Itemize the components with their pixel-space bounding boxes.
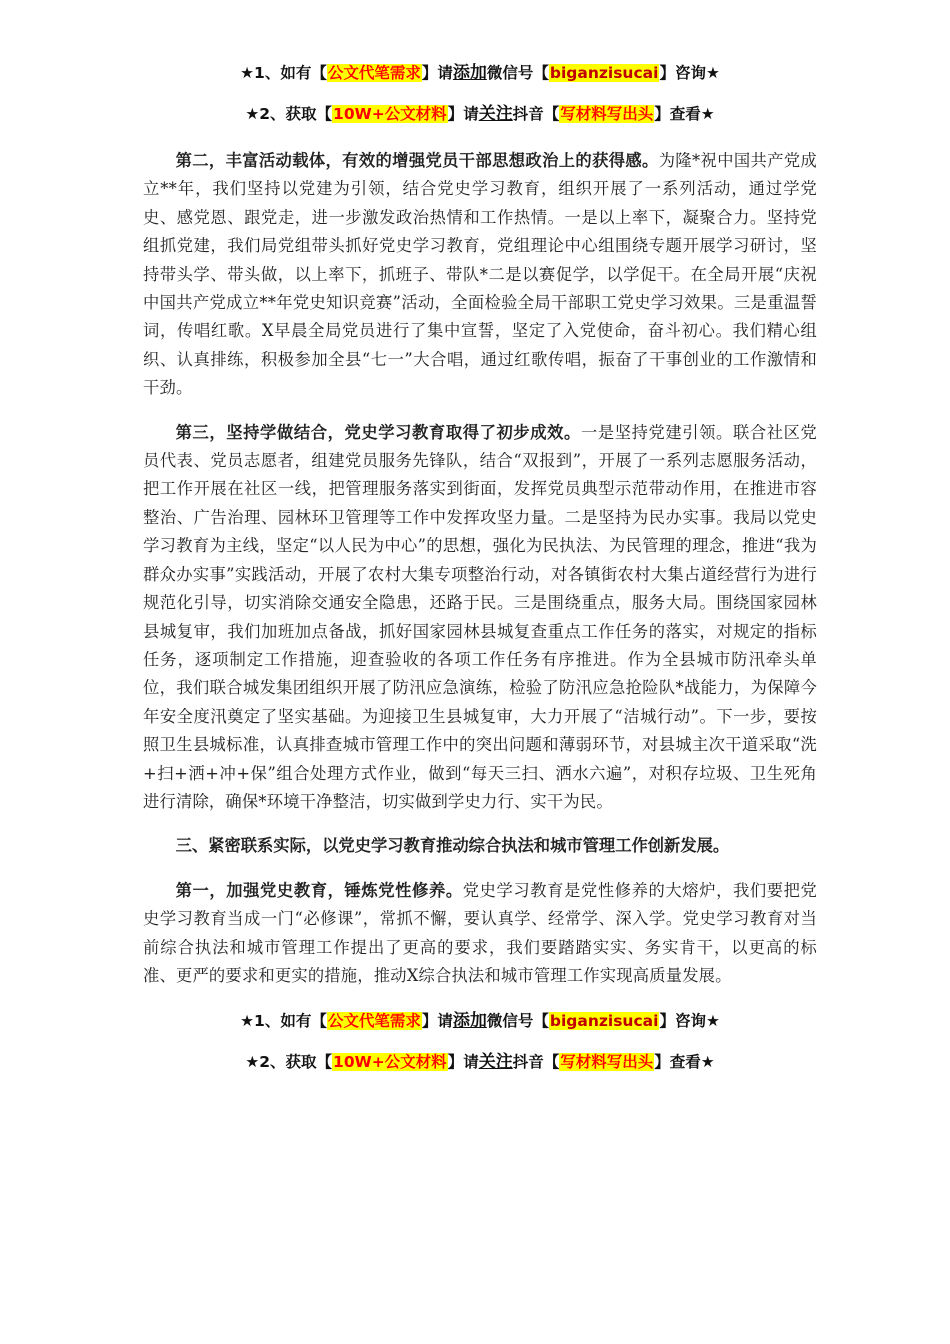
- promo-banner-top: [143, 62, 817, 125]
- promo-emphasis: 关注: [478, 1052, 513, 1073]
- promo-douyin-id: 写材料写出头: [560, 1053, 654, 1072]
- promo-suffix: 】查看★: [654, 1053, 715, 1072]
- document-page: [143, 62, 817, 1073]
- section-heading: 三、紧密联系实际，以党史学习教育推动综合执法和城市管理工作创新发展。: [175, 836, 730, 856]
- promo-text: 】请: [447, 105, 479, 123]
- promo-text: 抖音【: [512, 105, 560, 123]
- promo-text: 微信号【: [486, 1012, 549, 1031]
- promo-wechat-id: biganzisucai: [549, 64, 659, 82]
- paragraph-body: 一是坚持党建引领。联合社区党员代表、党员志愿者，组建党员服务先锋队，结合“双报到”，开展了一系列志愿服务活动，把工作开展在社区一线，把管理服务落实到街面，发挥党员典型示范带动作用，在推进市容整治、广告治理、园林环卫管理等工作中发挥攻坚力量。二是坚持为民办实事。我局以党史学习教育为主线，坚定“以人民为中心”的思想，强化为民执法、为民管理的理念，推进“我为群众办实事”实践活动，开展了农村大集专项整治行动，对各镇街农村大集占道经营行为进行规范化引导，切实消除交通安全隐患，还路于民。三是围绕重点，服务大局。围绕国家园林县城复审，我们加班加点备战，抓好国家园林县城复查重点工作任务的落实，对规定的指标任务，逐项制定工作措施，迎查验收的各项工作任务有序推进。作为全县城市防汛牵头单位，我们联合城发集团组织开展了防汛应急演练，检验了防汛应急抢险队*战能力，为保障今年安全度汛奠定了坚实基础。为迎接卫生县城复审，大力开展了“洁城行动”。下一步，要按照卫生县城标准，认真排查城市管理工作中的突出问题和薄弱环节，对县城主次干道采取“洗+扫+洒+冲+保”组合处理方式作业，做到“每天三扫、洒水六遍”，对积存垃圾、卫生死角进行清除，确保*环境干净整洁，切实做到学史力行、实干为民。: [143, 422, 817, 811]
- paragraph-lead: 第二，丰富活动载体，有效的增强党员干部思想政治上的获得感。: [175, 151, 659, 170]
- promo-suffix: 】咨询★: [659, 64, 720, 82]
- paragraph-body: 为隆*祝中国共产党成立**年，我们坚持以党建为引领，结合党史学习教育，组织开展了一系列活动，通过学党史、感党恩、跟党走，进一步激发政治热情和工作热情。一是以上率下，凝聚合力。坚持党组抓党建，我们局党组带头抓好党史学习教育，党组理论中心组围绕专题开展学习研讨，坚持带头学、带头做，以上率下，抓班子、带队*二是以赛促学，以学促干。在全局开展“庆祝中国共产党成立**年党史知识竞赛”活动，全面检验全局干部职工党史学习效果。三是重温誓词，传唱红歌。X早晨全局党员进行了集中宣誓，坚定了入党使命，奋斗初心。我们精心组织、认真排练，积极参加全县“七一”大合唱，通过红歌传唱，振奋了干事创业的工作激情和干劲。: [143, 151, 817, 398]
- paragraph-lead: 第一，加强党史教育，锤炼党性修养。: [175, 880, 463, 900]
- promo-highlight: 公文代笔需求: [327, 1012, 421, 1031]
- paragraph-second: [143, 147, 817, 403]
- promo-emphasis: 关注: [478, 104, 513, 124]
- promo-emphasis: 添加: [452, 1011, 487, 1032]
- promo-highlight: 10W+公文材料: [333, 1053, 447, 1072]
- promo-suffix: 】咨询★: [659, 1012, 720, 1031]
- promo-suffix: 】查看★: [654, 105, 715, 123]
- paragraph-body: 党史学习教育是党性修养的大熔炉，我们要把党史学习教育当成一门“必修课”，常抓不懈，要认真学、经常学、深入学。党史学习教育对当前综合执法和城市管理工作提出了更高的要求，我们要踏踏实实、务实肯干，以更高的标准、更严的要求和更实的措施，推动X综合执法和城市管理工作实现高质量发展。: [143, 880, 818, 985]
- promo-text: 微信号【: [486, 64, 549, 82]
- promo-text: 】请: [447, 1053, 479, 1072]
- promo-douyin-id: 写材料写出头: [560, 105, 654, 123]
- promo-line-2: [143, 103, 817, 125]
- promo-line-1: [143, 1010, 817, 1032]
- promo-line-1: [143, 62, 817, 84]
- promo-wechat-id: biganzisucai: [549, 1012, 659, 1031]
- promo-text: 】请: [421, 1012, 453, 1031]
- paragraph-lead: 第三，坚持学做结合，党史学习教育取得了初步成效。: [175, 422, 581, 442]
- promo-prefix: ★2、获取【: [245, 1053, 333, 1072]
- promo-highlight: 公文代笔需求: [327, 64, 421, 82]
- paragraph-third: [143, 419, 817, 817]
- promo-text: 抖音【: [512, 1053, 560, 1072]
- promo-prefix: ★1、如有【: [240, 64, 327, 82]
- promo-prefix: ★2、获取【: [245, 105, 333, 123]
- promo-emphasis: 添加: [452, 63, 487, 83]
- promo-text: 】请: [421, 64, 453, 82]
- promo-highlight: 10W+公文材料: [333, 105, 447, 123]
- paragraph-first: [143, 877, 817, 991]
- promo-line-2: [143, 1051, 817, 1073]
- promo-prefix: ★1、如有【: [240, 1012, 327, 1031]
- promo-banner-bottom: [143, 1010, 817, 1073]
